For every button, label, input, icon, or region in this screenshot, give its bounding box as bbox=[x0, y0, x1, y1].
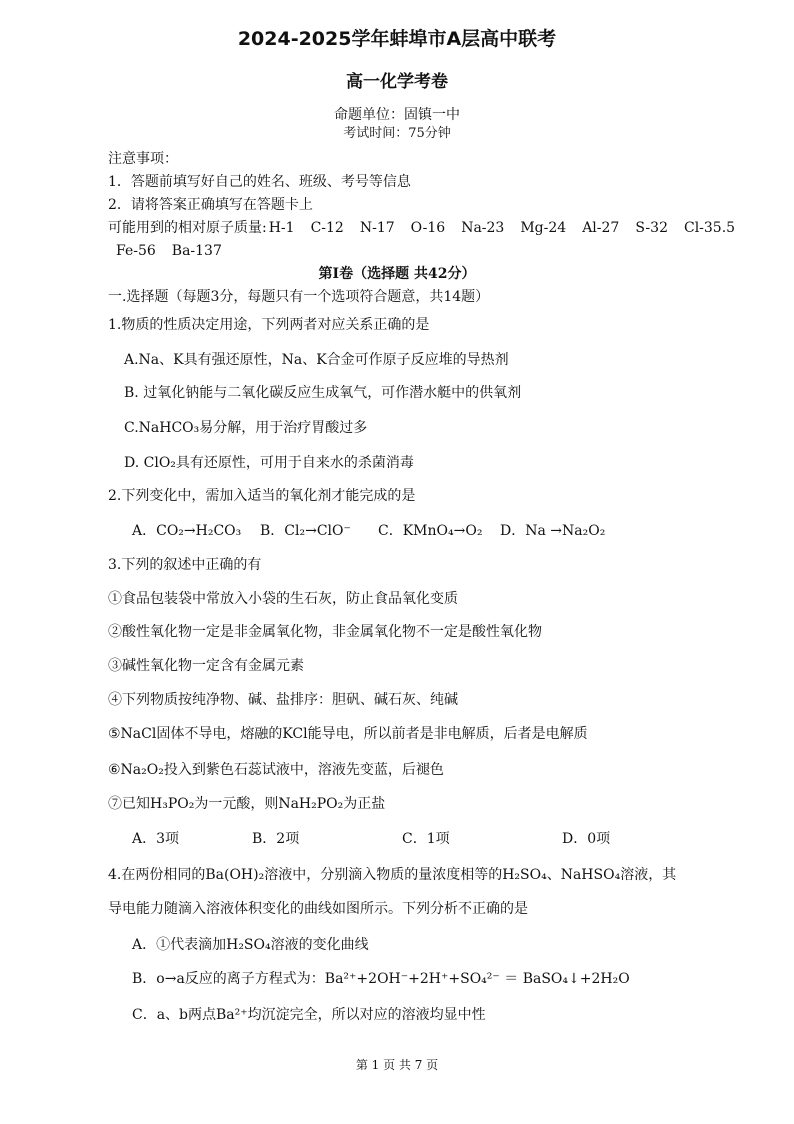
exam-title: 2024-2025学年蚌埠市A层高中联考 bbox=[237, 28, 557, 50]
q3-item: ③碱性氧化物一定含有金属元素 bbox=[108, 658, 304, 674]
q2-option-a: A．CO₂→H₂CO₃ bbox=[132, 523, 242, 539]
q3-stem: 3.下列的叙述中正确的有 bbox=[108, 557, 262, 573]
q1-option-b: B. 过氧化钠能与二氧化碳反应生成氧气，可作潜水艇中的供氧剂 bbox=[124, 385, 522, 401]
atomic-mass-label: 可能用到的相对原子质量: bbox=[108, 220, 267, 236]
q3-option-d: D．0项 bbox=[562, 831, 611, 847]
atomic-mass-row-2 bbox=[116, 242, 238, 260]
exam-unit: 命题单位：固镇一中 bbox=[334, 107, 460, 123]
q1-option-a: A.Na、K具有强还原性，Na、K合金可作原子反应堆的导热剂 bbox=[124, 352, 509, 368]
mass-item: Al-27 bbox=[582, 220, 620, 236]
exam-time: 考试时间：75分钟 bbox=[343, 126, 451, 141]
q2-option-b: B．Cl₂→ClO⁻ bbox=[260, 523, 351, 539]
part1-instruction: 一.选择题（每题3分，每题只有一个选项符合题意，共14题） bbox=[108, 289, 490, 305]
mass-item: Mg-24 bbox=[520, 220, 567, 236]
q3-item: ⑦已知H₃PO₂为一元酸，则NaH₂PO₂为正盐 bbox=[108, 796, 386, 812]
q3-item: ④下列物质按纯净物、碱、盐排序：胆矾、碱石灰、纯碱 bbox=[108, 692, 458, 708]
q3-item: ②酸性氧化物一定是非金属氧化物，非金属氧化物不一定是酸性氧化物 bbox=[108, 624, 542, 640]
mass-item: N-17 bbox=[359, 220, 395, 236]
part1-heading: 第Ⅰ卷（选择题 共42分） bbox=[318, 266, 476, 282]
q2-stem: 2.下列变化中，需加入适当的氧化剂才能完成的是 bbox=[108, 488, 416, 504]
q4-option-c: C．a、b两点Ba²⁺均沉淀完全，所以对应的溶液均显中性 bbox=[132, 1007, 486, 1023]
mass-item: Ba-137 bbox=[171, 243, 222, 259]
q3-option-b: B．2项 bbox=[252, 831, 300, 847]
notes-heading: 注意事项： bbox=[108, 151, 178, 167]
q3-option-c: C．1项 bbox=[402, 831, 450, 847]
exam-subtitle: 高一化学考卷 bbox=[346, 72, 448, 92]
q3-options bbox=[132, 830, 610, 848]
mass-item: H-1 bbox=[268, 220, 295, 236]
mass-item: S-32 bbox=[635, 220, 668, 236]
q4-stem-line2: 导电能力随滴入溶液体积变化的曲线如图所示。下列分析不正确的是 bbox=[108, 901, 528, 917]
q3-item: ⑤NaCl固体不导电，熔融的KCl能导电，所以前者是非电解质，后者是电解质 bbox=[108, 726, 588, 742]
mass-item: Na-23 bbox=[461, 220, 505, 236]
note-item: 2．请将答案正确填写在答题卡上 bbox=[108, 197, 313, 213]
q1-stem: 1.物质的性质决定用途，下列两者对应关系正确的是 bbox=[108, 317, 430, 333]
note-item: 1．答题前填写好自己的姓名、班级、考号等信息 bbox=[108, 174, 411, 190]
q2-option-d: D．Na →Na₂O₂ bbox=[500, 523, 606, 539]
mass-item: Fe-56 bbox=[116, 243, 156, 259]
q4-stem-line1: 4.在两份相同的Ba(OH)₂溶液中，分别滴入物质的量浓度相等的H₂SO₄、NaHSO₄溶液，其 bbox=[108, 867, 677, 883]
q4-option-a: A．①代表滴加H₂SO₄溶液的变化曲线 bbox=[132, 937, 369, 953]
atomic-mass-row bbox=[108, 219, 735, 237]
q2-options bbox=[132, 522, 605, 540]
q3-item: ①食品包装袋中常放入小袋的生石灰，防止食品氧化变质 bbox=[108, 591, 458, 607]
page-footer: 第 1 页 共 7 页 bbox=[355, 1058, 439, 1072]
mass-item: O-16 bbox=[410, 220, 446, 236]
q3-item: ⑥Na₂O₂投入到紫色石蕊试液中，溶液先变蓝，后褪色 bbox=[108, 762, 444, 778]
q1-option-c: C.NaHCO₃易分解，用于治疗胃酸过多 bbox=[124, 420, 368, 436]
mass-item: Cl-35.5 bbox=[683, 220, 736, 236]
q2-option-c: C．KMnO₄→O₂ bbox=[378, 523, 483, 539]
q3-option-a: A．3项 bbox=[132, 831, 180, 847]
mass-item: C-12 bbox=[310, 220, 344, 236]
q1-option-d: D. ClO₂具有还原性，可用于自来水的杀菌消毒 bbox=[124, 455, 414, 471]
q4-option-b: B．o→a反应的离子方程式为：Ba²⁺+2OH⁻+2H⁺+SO₄²⁻ ＝ BaSO₄↓+2H₂O bbox=[132, 971, 630, 987]
